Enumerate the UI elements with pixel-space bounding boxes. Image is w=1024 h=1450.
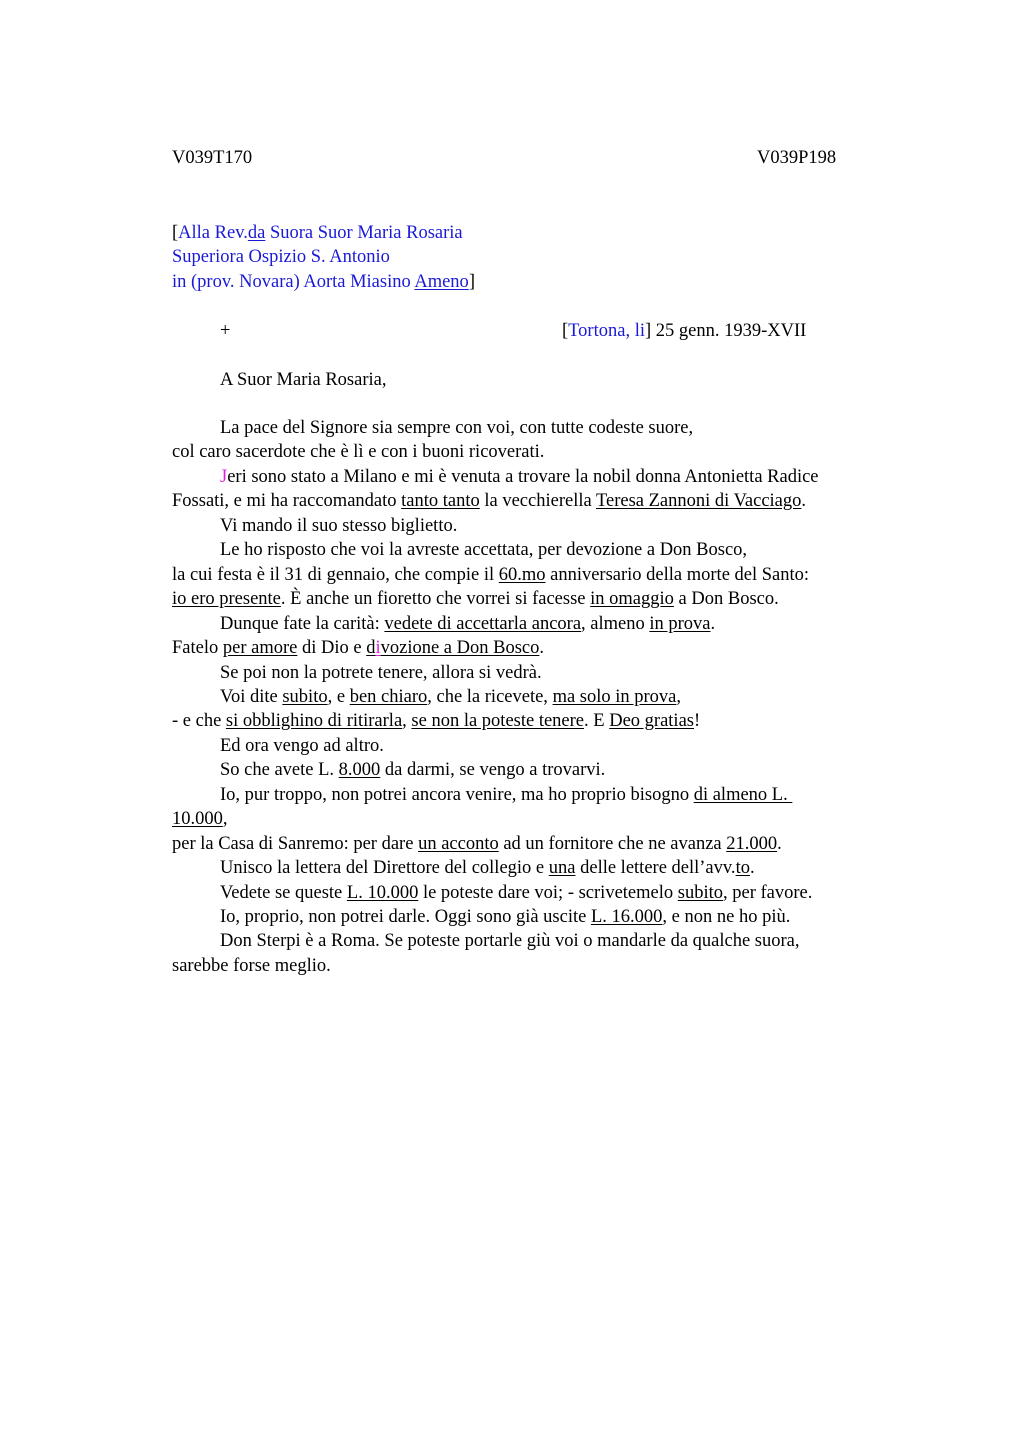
body-line: Vedete se queste L. 10.000 le poteste dare voi; - scrivetemelo subito, per favore.: [220, 883, 813, 903]
body-line: So che avete L. 8.000 da darmi, se vengo a trovarvi.: [220, 760, 606, 780]
left-code: V039T170: [172, 148, 253, 168]
body-line: Io, proprio, non potrei darle. Oggi sono già uscite L. 16.000, e non ne ho più.: [220, 907, 791, 927]
body-line: la cui festa è il 31 di gennaio, che compie il 60.mo anniversario della morte del Santo:: [172, 565, 810, 585]
body-line: - e che si obblighino di ritirarla, se non la poteste tenere. E Deo gratias!: [172, 711, 701, 731]
body-line: col caro sacerdote che è lì e con i buoni ricoverati.: [172, 442, 545, 462]
body-line: 10.000,: [172, 809, 228, 829]
body-line: Ed ora vengo ad altro.: [220, 736, 384, 756]
right-code: V039P198: [757, 148, 837, 168]
body-line: Fossati, e mi ha raccomandato tanto tanto la vecchierella Teresa Zannoni di Vacciago.: [172, 491, 807, 511]
salutation: A Suor Maria Rosaria,: [220, 370, 387, 390]
body-line: io ero presente. È anche un fioretto che vorrei si facesse in omaggio a Don Bosco.: [172, 589, 779, 609]
body-line: Vi mando il suo stesso biglietto.: [220, 516, 458, 536]
body-line: Io, pur troppo, non potrei ancora venire, ma ho proprio bisogno di almeno L.: [220, 785, 793, 805]
body-line: Don Sterpi è a Roma. Se poteste portarle giù voi o mandarle da qualche suora,: [220, 931, 800, 951]
body-line: Jeri sono stato a Milano e mi è venuta a trovare la nobil donna Antonietta Radice: [220, 467, 819, 487]
body-line: Unisco la lettera del Direttore del collegio e una delle lettere dell’avv.to.: [220, 858, 755, 878]
address-line-1: [Alla Rev.da Suora Suor Maria Rosaria: [172, 223, 463, 243]
body-line: Voi dite subito, e ben chiaro, che la ricevete, ma solo in prova,: [220, 687, 682, 707]
body-line: Fatelo per amore di Dio e divozione a Don Bosco.: [172, 638, 544, 658]
body-line: Le ho risposto che voi la avreste accettata, per devozione a Don Bosco,: [220, 540, 748, 560]
body-line: per la Casa di Sanremo: per dare un acconto ad un fornitore che ne avanza 21.000.: [172, 834, 782, 854]
body-line: La pace del Signore sia sempre con voi, con tutte codeste suore,: [220, 418, 694, 438]
dateline: [Tortona, li] 25 genn. 1939-XVII: [562, 321, 807, 341]
body-line: sarebbe forse meglio.: [172, 956, 331, 976]
cross-mark: +: [220, 321, 231, 341]
address-line-3: in (prov. Novara) Aorta Miasino Ameno]: [172, 272, 475, 292]
body-line: Se poi non la potrete tenere, allora si vedrà.: [220, 663, 542, 683]
address-line-2: Superiora Ospizio S. Antonio: [172, 247, 390, 267]
body-line: Dunque fate la carità: vedete di accettarla ancora, almeno in prova.: [220, 614, 716, 634]
